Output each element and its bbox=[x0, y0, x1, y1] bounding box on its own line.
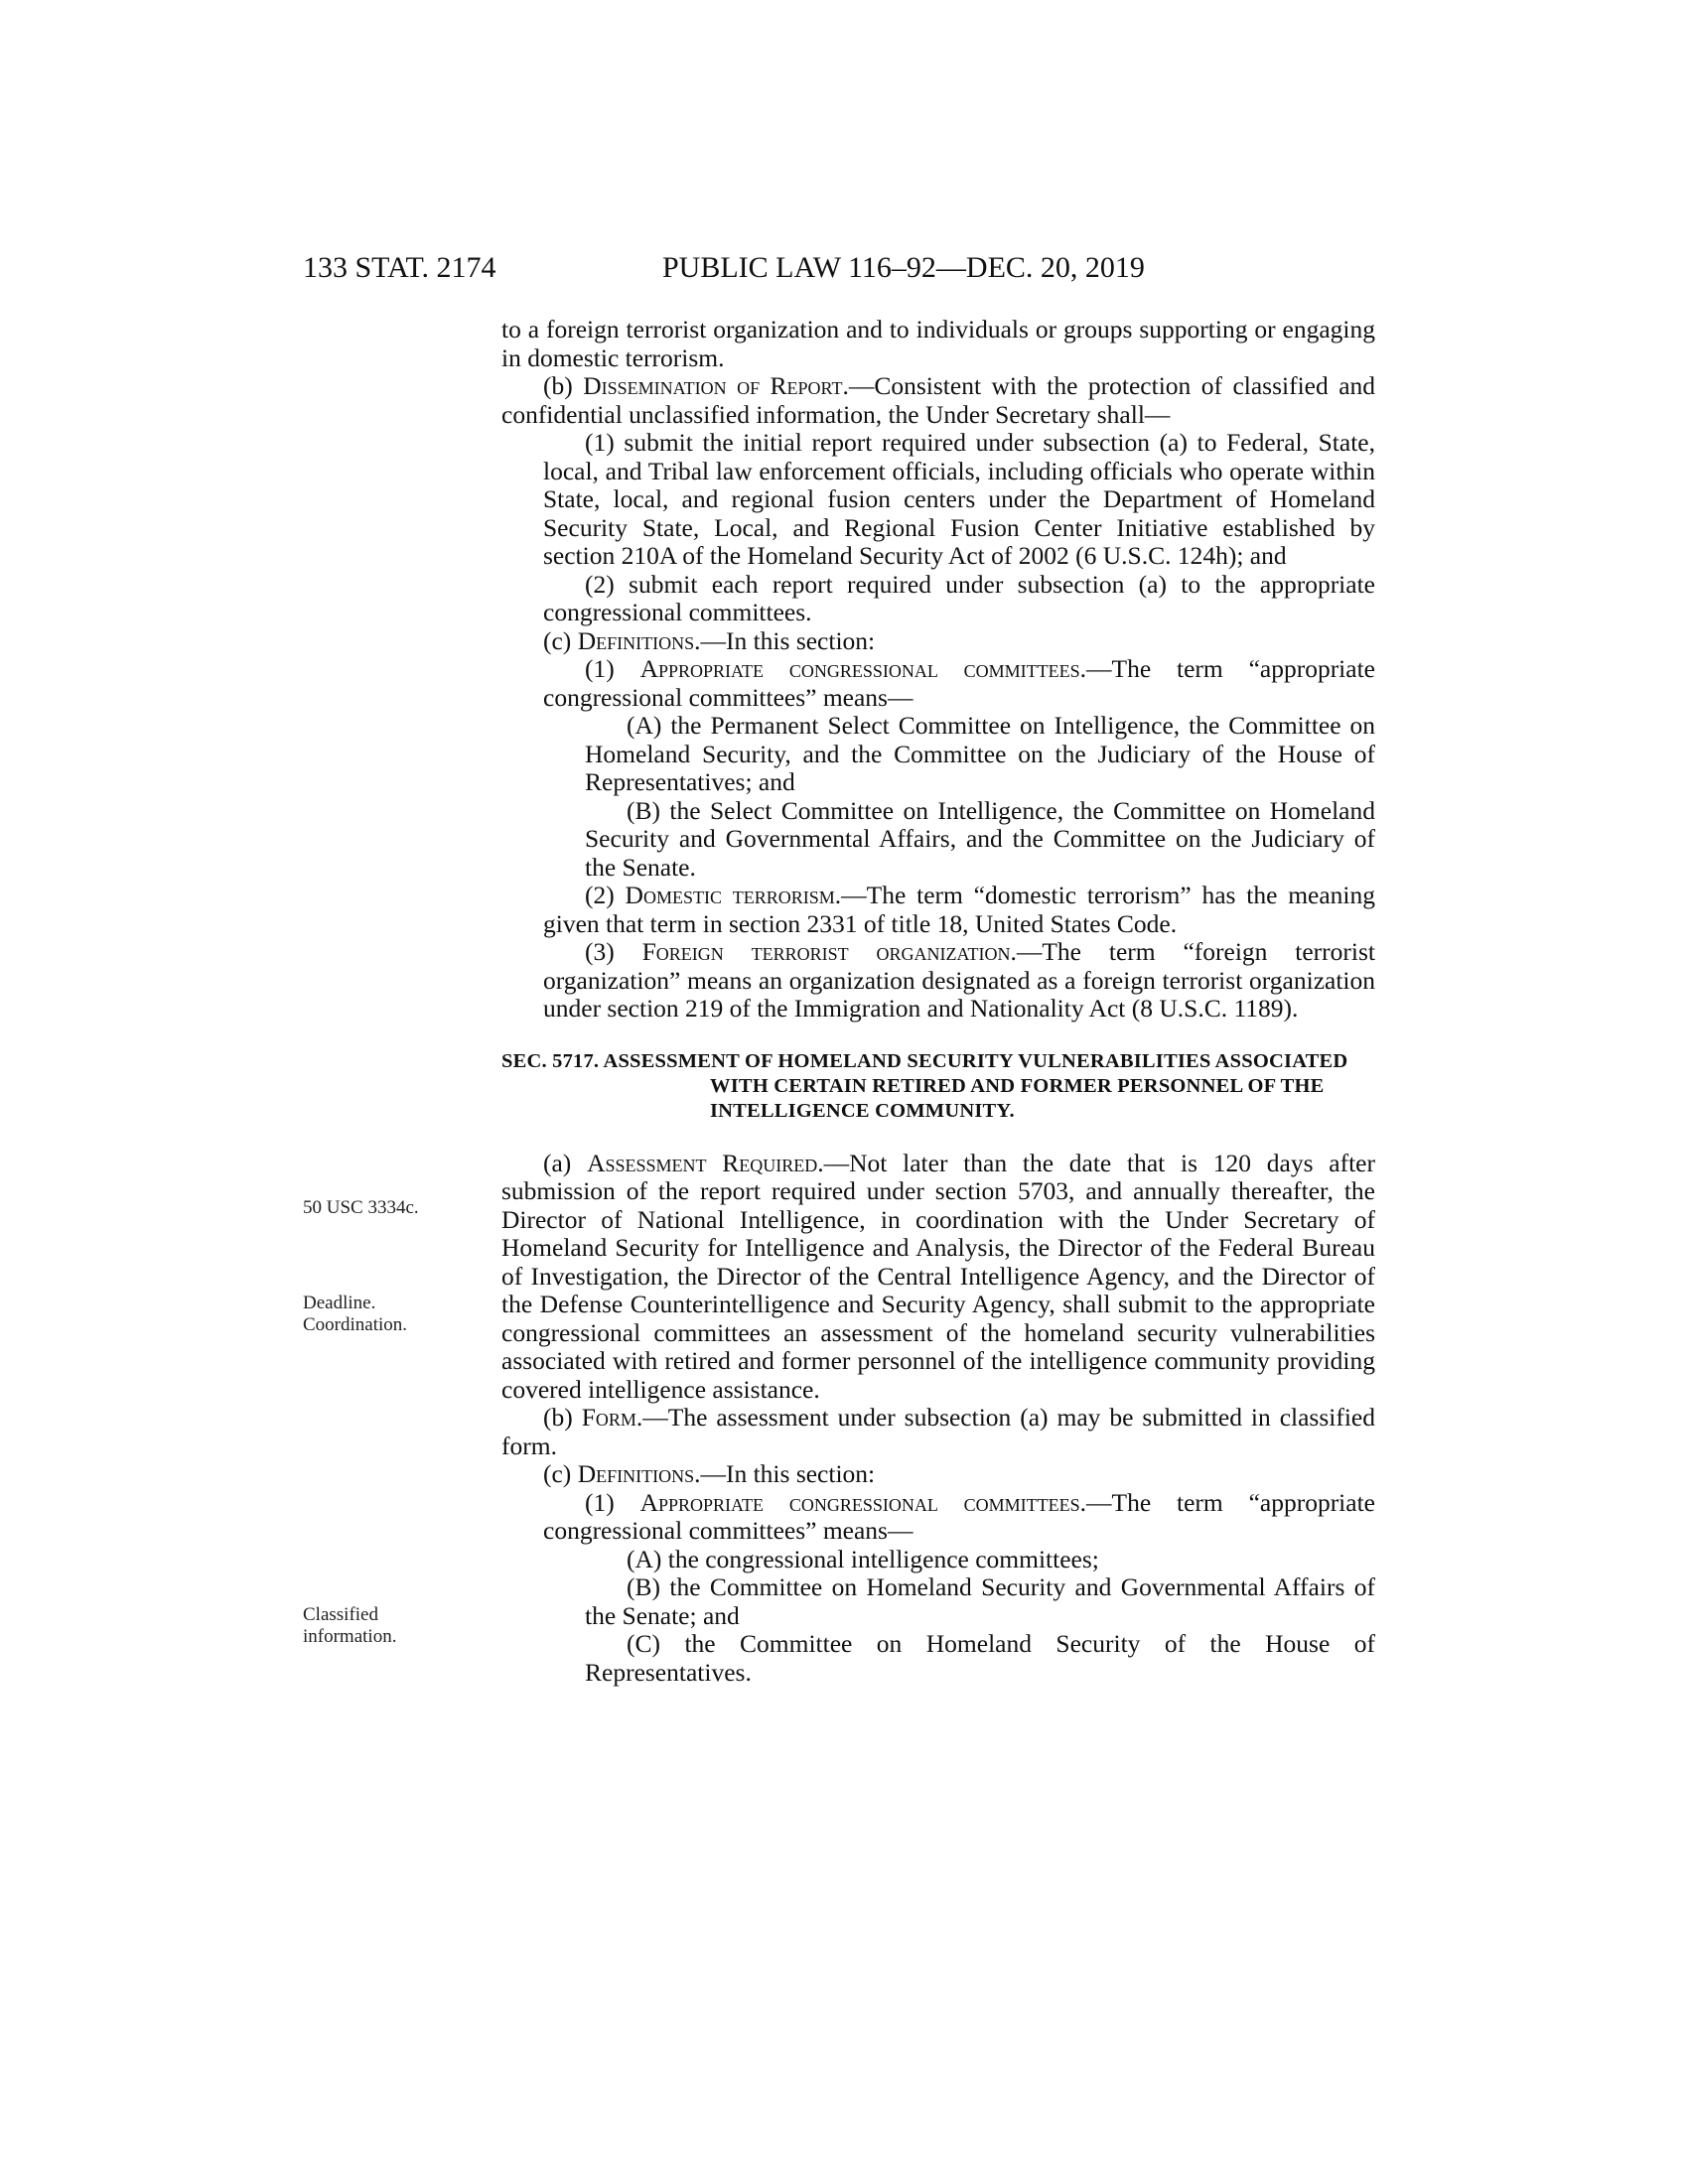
public-law-citation: PUBLIC LAW 116–92—DEC. 20, 2019 bbox=[662, 251, 1145, 284]
subsection-c-text: .—In this section: bbox=[694, 625, 876, 655]
section-c-text: .—In this section: bbox=[694, 1459, 876, 1488]
subparagraph-c1-a: (A) the Permanent Select Committee on Intelligence, the Committee on Homeland Security, and the Committee on the Judiciary of the House of Representatives; and bbox=[585, 711, 1375, 796]
section-5717-heading: SEC. 5717. ASSESSMENT OF HOMELAND SECURITY VULNERABILITIES ASSOCIATED WITH CERTAIN RETIRED AND FORMER PERSONNEL OF THE INTELLIGENCE COMMUNITY. bbox=[501, 1049, 1348, 1122]
section-subsection-a bbox=[501, 1150, 1375, 1405]
section-paragraph-c1 bbox=[501, 1489, 1375, 1546]
section-b-text: .—The assessment under subsection (a) may be submitted in classified form. bbox=[501, 1403, 1375, 1460]
statute-body bbox=[501, 316, 1375, 1687]
subsection-c-label: (c) bbox=[543, 625, 578, 655]
subsection-c-definitions bbox=[501, 627, 1375, 656]
section-subparagraph-c1-c: (C) the Committee on Homeland Security of the House of Representatives. bbox=[585, 1629, 1375, 1687]
paragraph-c3-text: .—The term “foreign terrorist organization” means an organization designated as a foreign terrorist organization under section 219 of the Immigration and Nationality Act (8 U.S.C. 1189). bbox=[543, 937, 1375, 1023]
margin-note-deadline bbox=[303, 1293, 462, 1336]
section-b-label: (b) bbox=[543, 1403, 582, 1432]
section-a-text: .—Not later than the date that is 120 days after submission of the report required under section 5703, and annually thereafter, the Director of National Intelligence, in coordination with the Under Secretary of Homeland Security for Intelligence and Analysis, the Director of the Federal Bureau of Investigation, the Director of the Central Intelligence Agency, and the Director of the Defense Counterintelligence and Security Agency, shall submit to the appropriate congressional committees an assessment of the homeland security vulnerabilities associated with retired and former personnel of the intelligence community providing covered intelligence assistance. bbox=[501, 1148, 1375, 1404]
paragraph-c1-text: .—The term “appropriate congressional committees” means— bbox=[543, 654, 1375, 712]
subsection-b-dissemination bbox=[501, 372, 1375, 429]
section-a-heading: Assessment Required bbox=[587, 1148, 818, 1177]
paragraph-c3-heading: Foreign terrorist organization bbox=[641, 937, 1011, 966]
margin-note-information-text: information. bbox=[303, 1626, 397, 1647]
section-subparagraph-c1-b: (B) the Committee on Homeland Security and Governmental Affairs of the Senate; and bbox=[585, 1572, 1375, 1630]
margin-note-deadline-text: Deadline. bbox=[303, 1293, 376, 1313]
section-c-heading: Definitions bbox=[577, 1459, 695, 1488]
section-c1-text: .—The term “appropriate congressional committees” means— bbox=[543, 1487, 1375, 1545]
paragraph-c1 bbox=[501, 655, 1375, 712]
paragraph-c2-text: .—The term “domestic terrorism” has the meaning given that term in section 2331 of title 18, United States Code. bbox=[543, 881, 1376, 938]
subsection-c-heading: Definitions bbox=[577, 625, 695, 655]
subsection-b-label: (b) bbox=[543, 371, 584, 400]
section-subparagraph-c1-a: (A) the congressional intelligence committees; bbox=[627, 1544, 1099, 1573]
paragraph-c3-label: (3) bbox=[585, 937, 642, 966]
subsection-b-text: .—Consistent with the protection of classified and confidential unclassified information, the Under Secretary shall— bbox=[501, 371, 1376, 429]
margin-note-usc bbox=[303, 1197, 462, 1219]
paragraph-b1: (1) submit the initial report required under subsection (a) to Federal, State, local, and Tribal law enforcement officials, including officials who operate within State, local, and regional fusion centers under the Department of Homeland Security State, Local, and Regional Fusion Center Initiative established by section 210A of the Homeland Security Act of 2002 (6 U.S.C. 124h); and bbox=[543, 428, 1375, 570]
section-b-heading: Form bbox=[581, 1403, 636, 1432]
section-c-label: (c) bbox=[543, 1459, 578, 1488]
paragraph-c1-heading: Appropriate congressional committees bbox=[639, 654, 1080, 683]
margin-note-classified bbox=[303, 1604, 462, 1648]
paragraph-b2: (2) submit each report required under subsection (a) to the appropriate congressional committees. bbox=[543, 569, 1375, 626]
subsection-b-heading: Dissemination of Report bbox=[583, 371, 843, 400]
paragraph-c2-heading: Domestic terrorism bbox=[625, 881, 835, 909]
section-c1-label: (1) bbox=[585, 1487, 640, 1517]
section-a-label: (a) bbox=[543, 1148, 588, 1177]
paragraph-c2 bbox=[501, 882, 1375, 938]
continued-paragraph: to a foreign terrorist organization and to individuals or groups supporting or engaging in domestic terrorism. bbox=[501, 315, 1375, 372]
margin-note-usc-text: 50 USC 3334c. bbox=[303, 1197, 419, 1218]
paragraph-c1-label: (1) bbox=[585, 654, 640, 683]
section-c1-heading: Appropriate congressional committees bbox=[639, 1487, 1080, 1517]
margin-note-classified-text: Classified bbox=[303, 1604, 378, 1625]
section-subsection-c bbox=[501, 1460, 1375, 1489]
section-subsection-b bbox=[501, 1404, 1375, 1460]
stat-page-number: 133 STAT. 2174 bbox=[303, 251, 496, 284]
paragraph-c3 bbox=[501, 938, 1375, 1024]
margin-note-coordination-text: Coordination. bbox=[303, 1314, 408, 1335]
paragraph-c2-label: (2) bbox=[585, 881, 626, 909]
subparagraph-c1-b: (B) the Select Committee on Intelligence, the Committee on Homeland Security and Governmental Affairs, and the Committee on the Judiciary of the Senate. bbox=[585, 795, 1375, 882]
